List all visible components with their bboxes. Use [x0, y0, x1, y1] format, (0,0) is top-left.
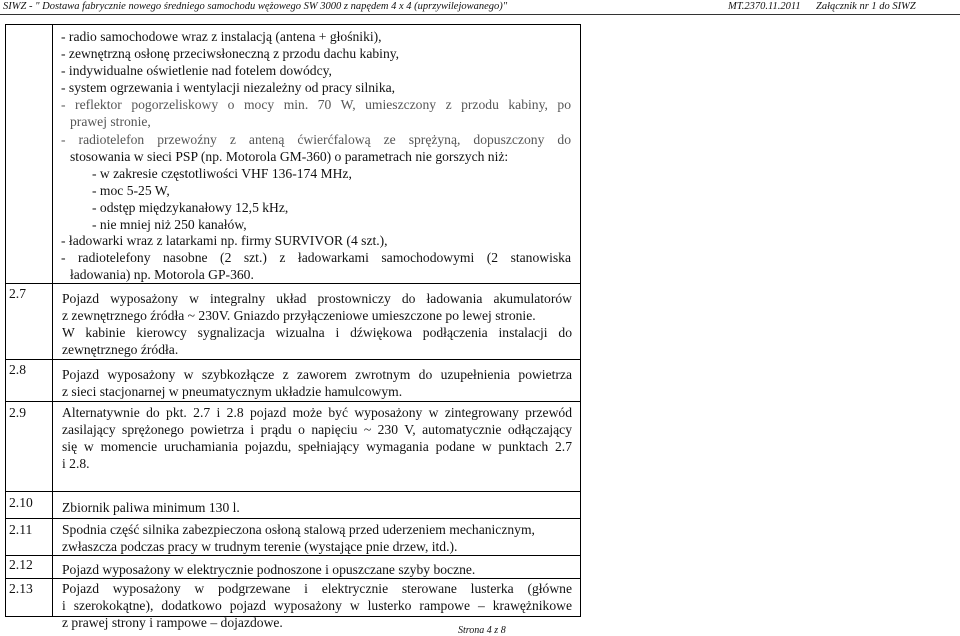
row-text: Pojazd wyposażony w szybkozłącze z zaworem zwrotnym do uzupełnienia powietrza [62, 367, 572, 382]
list-item: - odstęp międzykanałowy 12,5 kHz, [92, 200, 289, 215]
row-divider [6, 401, 580, 402]
row-text: W kabinie kierowcy sygnalizacja wizualna i dźwiękowa podłączenia instalacji do [62, 325, 572, 340]
row-text: zewnętrznego źródła. [62, 342, 179, 357]
row-text: zwłaszcza podczas pracy w trudnym terenie (wystające pnie drzew, itd.). [62, 539, 458, 554]
row-number: 2.11 [9, 522, 33, 537]
list-item: ładowania) np. Motorola GP-360. [70, 267, 254, 282]
row-divider [6, 359, 580, 360]
list-item: prawej stronie, [70, 114, 151, 129]
row-text: Pojazd wyposażony w elektrycznie podnoszone i opuszczane szyby boczne. [62, 562, 476, 577]
row-text: i 2.8. [62, 456, 90, 471]
list-item: - radio samochodowe wraz z instalacją (antena + głośniki), [61, 29, 382, 44]
row-text: Alternatywnie do pkt. 2.7 i 2.8 pojazd może być wyposażony w zintegrowany przewód [62, 405, 572, 420]
list-item: stosowania w sieci PSP (np. Motorola GM-360) o parametrach nie gorszych niż: [70, 149, 509, 164]
row-text: z zewnętrznego źródła ~ 230V. Gniazdo przyłączeniowe umieszczone po lewej stronie. [62, 308, 536, 323]
row-text: się w momencie uruchamiania pojazdu, spełniający wymagania podane w punktach 2.7 [62, 439, 572, 454]
row-number: 2.9 [9, 405, 26, 420]
row-text: zasilający sprężonego powietrza i prądu o napięciu ~ 230 V, automatycznie odłączający [62, 422, 572, 437]
list-item: - w zakresie częstotliwości VHF 136-174 MHz, [92, 166, 352, 181]
row-text: z sieci stacjonarnej w pneumatycznym układzie hamulcowym. [62, 384, 403, 399]
header-attachment: Załącznik nr 1 do SIWZ [816, 1, 916, 12]
list-item: - radiotelefony nasobne (2 szt.) z ładowarkami samochodowymi (2 stanowiska [61, 250, 571, 265]
list-item: - system ogrzewania i wentylacji niezależny od pracy silnika, [61, 80, 396, 95]
row-text: Pojazd wyposażony w podgrzewane i elektrycznie sterowane lusterka (główne [62, 581, 572, 596]
list-item: - radiotelefon przewoźny z anteną ćwierćfalową ze sprężyną, dopuszczony do [61, 132, 571, 147]
row-divider [6, 578, 580, 579]
row-divider [6, 518, 580, 519]
row-divider [6, 555, 580, 556]
row-text: Zbiornik paliwa minimum 130 l. [62, 500, 240, 515]
row-number: 2.10 [9, 495, 33, 510]
specification-table [5, 24, 581, 630]
row-divider [6, 283, 580, 284]
row-number: 2.13 [9, 581, 33, 596]
header-divider [0, 14, 960, 15]
header-title: SIWZ - " Dostawa fabrycznie nowego średniego samochodu wężowego SW 3000 z napędem 4 x 4 (uprzywilejowanego)" [3, 1, 508, 12]
page-number: Strona 4 z 8 [458, 625, 506, 636]
list-item: - moc 5-25 W, [92, 183, 170, 198]
row-text: Spodnia część silnika zabezpieczona osłoną stalową przed uderzeniem mechanicznym, [62, 522, 535, 537]
list-item: - ładowarki wraz z latarkami np. firmy SURVIVOR (4 szt.), [61, 233, 388, 248]
list-item: - zewnętrzną osłonę przeciwsłoneczną z przodu dachu kabiny, [61, 46, 400, 61]
page-header [0, 0, 960, 13]
list-item: - reflektor pogorzeliskowy o mocy min. 70 W, umieszczony z przodu kabiny, po [61, 97, 571, 112]
column-divider [52, 25, 53, 616]
row-number: 2.12 [9, 557, 33, 572]
row-text: i szerokokątne), dodatkowo pojazd wyposażony w lusterko rampowe – krawężnikowe [62, 598, 572, 613]
header-code: MT.2370.11.2011 [728, 1, 801, 12]
row-divider [6, 491, 580, 492]
list-item: - nie mniej niż 250 kanałów, [92, 217, 247, 232]
row-text: Pojazd wyposażony w integralny układ prostowniczy do ładowania akumulatorów [62, 291, 572, 306]
list-item: - indywidualne oświetlenie nad fotelem dowódcy, [61, 63, 332, 78]
row-number: 2.7 [9, 286, 26, 301]
row-text: z prawej strony i rampowe – dojazdowe. [62, 615, 283, 630]
row-number: 2.8 [9, 362, 26, 377]
